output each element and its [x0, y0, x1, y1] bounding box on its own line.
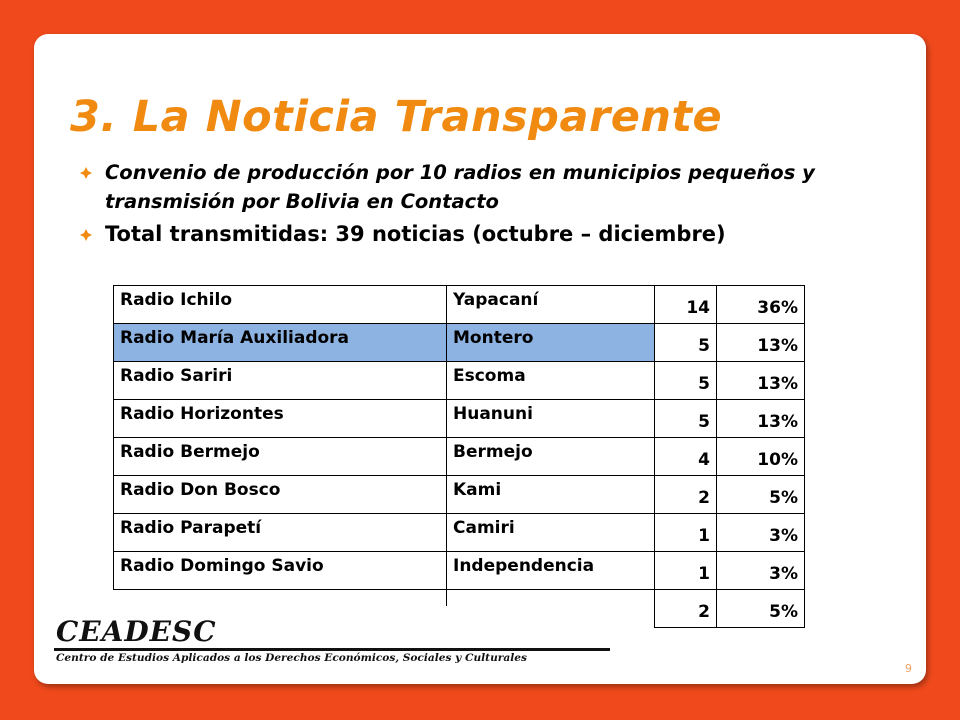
count-cell: 5 [655, 324, 717, 362]
count-cell: 5 [655, 400, 717, 438]
radio-name-cell: Radio Sariri [114, 362, 447, 400]
count-cell: 4 [655, 438, 717, 476]
count-cell: 14 [655, 286, 717, 324]
percent-cell: 3% [717, 552, 805, 590]
percent-cell: 13% [717, 324, 805, 362]
count-cell: 2 [655, 476, 717, 514]
count-cell: 1 [655, 514, 717, 552]
bullet-item [78, 158, 878, 216]
municipio-cell: Montero [447, 324, 655, 362]
table-row [114, 514, 805, 552]
table-row [114, 476, 805, 514]
municipio-cell: Bermejo [447, 438, 655, 476]
slide-title: 3. La Noticia Transparente [70, 92, 723, 142]
municipio-cell: Kami [447, 476, 655, 514]
radio-table [113, 285, 805, 628]
table-row [114, 400, 805, 438]
percent-cell: 3% [717, 514, 805, 552]
logo-subtitle: Centro de Estudios Aplicados a los Derechos Económicos, Sociales y Culturales [56, 652, 527, 664]
municipio-cell: Camiri [447, 514, 655, 552]
diamond-bullet-icon [80, 167, 92, 179]
logo-name: CEADESC [56, 615, 217, 648]
page-number: 9 [905, 662, 912, 675]
percent-cell: 13% [717, 400, 805, 438]
radio-name-cell: Radio María Auxiliadora [114, 324, 447, 362]
table-row [114, 552, 805, 590]
percent-cell: 13% [717, 362, 805, 400]
percent-cell: 5% [717, 590, 805, 628]
radio-name-cell: Radio Don Bosco [114, 476, 447, 514]
bullet-item [78, 220, 878, 249]
municipio-cell: Independencia [447, 552, 655, 590]
table-row [114, 324, 805, 362]
radio-name-cell: Radio Bermejo [114, 438, 447, 476]
ceadesc-logo [40, 606, 637, 672]
diamond-bullet-icon [80, 229, 92, 241]
bullet-text: Convenio de producción por 10 radios en municipios pequeños y transmisión por Bolivia en Contacto [105, 161, 815, 213]
radio-name-cell: Radio Parapetí [114, 514, 447, 552]
municipio-cell: Huanuni [447, 400, 655, 438]
bullet-list [78, 158, 878, 249]
municipio-cell: Escoma [447, 362, 655, 400]
radio-name-cell: Radio Domingo Savio [114, 552, 447, 590]
count-cell: 2 [655, 590, 717, 628]
count-cell: 5 [655, 362, 717, 400]
percent-cell: 10% [717, 438, 805, 476]
table-row [114, 286, 805, 324]
count-cell: 1 [655, 552, 717, 590]
percent-cell: 36% [717, 286, 805, 324]
radio-name-cell: Radio Ichilo [114, 286, 447, 324]
table-row [114, 438, 805, 476]
logo-divider [54, 648, 610, 651]
municipio-cell: Yapacaní [447, 286, 655, 324]
table-row [114, 362, 805, 400]
radio-name-cell: Radio Horizontes [114, 400, 447, 438]
percent-cell: 5% [717, 476, 805, 514]
bullet-text: Total transmitidas: 39 noticias (octubre – diciembre) [105, 222, 726, 246]
